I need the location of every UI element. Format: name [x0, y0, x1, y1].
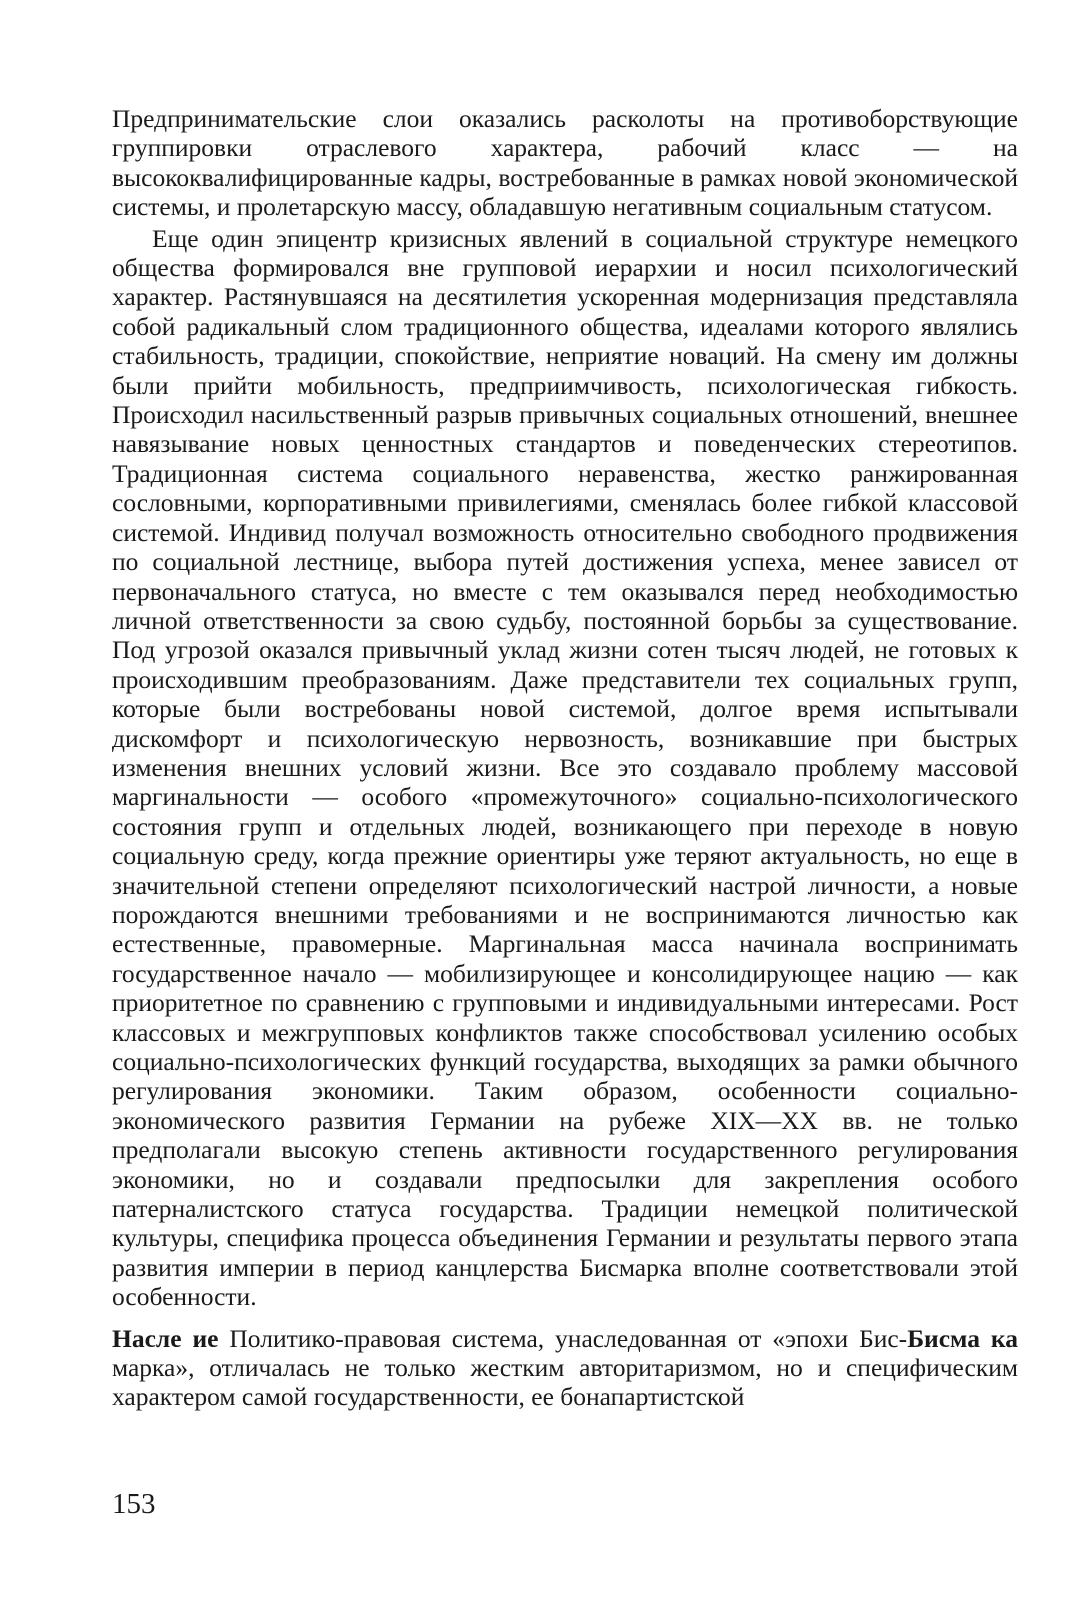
paragraph: Еще один эпицентр кризисных явлений в социальной структуре немецкого общества формировался вне групповой иерархии и носил психологический характер. Растянувшаяся на десятилетия ускоренная модернизация представляла собой радикальный слом традиционного общества, идеалами которого являлись стабильность, традиции, спокойствие, неприятие новаций. На смену им должны были прийти мобильность, предприимчивость, психологическая гибкость. Происходил насильственный разрыв привычных социальных отношений, внешнее навязывание новых ценностных стандартов и поведенческих стереотипов. Традиционная система социального неравенства, жестко ранжированная сословными, корпоративными привилегиями, сменялась более гибкой классовой системой. Индивид получал возможность относительно свободного продвижения по социальной лестнице, выбора путей достижения успеха, менее зависел от первоначального статуса, но вместе с тем оказывался перед необходимостью личной ответственности за свою судьбу, постоянной борьбы за существование. Под угрозой оказался привычный уклад жизни сотен тысяч людей, не готовых к происходившим преобразованиям. Даже представители тех социальных групп, которые были востребованы новой системой, долгое время испытывали дискомфорт и психологическую нервозность, возникавшие при быстрых изменения внешних условий жизни. Все это создавало проблему массовой маргинальности — особого «промежуточного» социально-психологического состояния групп и отдельных людей, возникающего при переходе в новую социальную среду, когда прежние ориентиры уже теряют актуальность, но еще в значительной степени определяют психологический настрой личности, а новые порождаются внешними требованиями и не воспринимаются личностью как естественные, правомерные. Маргинальная масса начинала воспринимать государственное начало — мобилизирующее и консолидирующее нацию — как приоритетное по сравнению с групповыми и индивидуальными интересами. Рост классовых и межгрупповых конфликтов также способствовал усилению особых социально-психологических функций государства, выходящих за рамки обычного регулирования экономики. Таким образом, особенности социально-экономического развития Германии на рубеже XIX—XX вв. не только предполагали высокую степень активности государственного регулирования экономики, но и создавали предпосылки для закрепления особого патерналистского статуса государства. Традиции немецкой политической культуры, специфика процесса объединения Германии и результаты первого этапа развития империи в период канцлерства Бисмарка вполне соответствовали этой особенности. — [112, 223, 1018, 1312]
page-body — [112, 104, 1018, 1412]
paragraph-text: марка», отличалась не только жестким авторитаризмом, но и специфическим характером самой государственности, ее бонапартистской — [112, 1353, 1018, 1412]
margin-note-heading: Насле ие — [112, 1323, 219, 1353]
margin-note-heading: Бисма ка — [907, 1323, 1018, 1353]
paragraph-text: Политико-правовая система, унаследованная от «эпохи Бис- — [218, 1323, 908, 1353]
paragraph-with-margin-note — [112, 1324, 1018, 1412]
paragraph: Предпринимательские слои оказались расколоты на противоборствующие группировки отраслевого характера, рабочий класс — на высококвалифицированные кадры, востребованные в рамках новой экономической системы, и пролетарскую массу, обладавшую негативным социальным статусом. — [112, 104, 1018, 222]
page-number: 153 — [112, 1488, 156, 1520]
